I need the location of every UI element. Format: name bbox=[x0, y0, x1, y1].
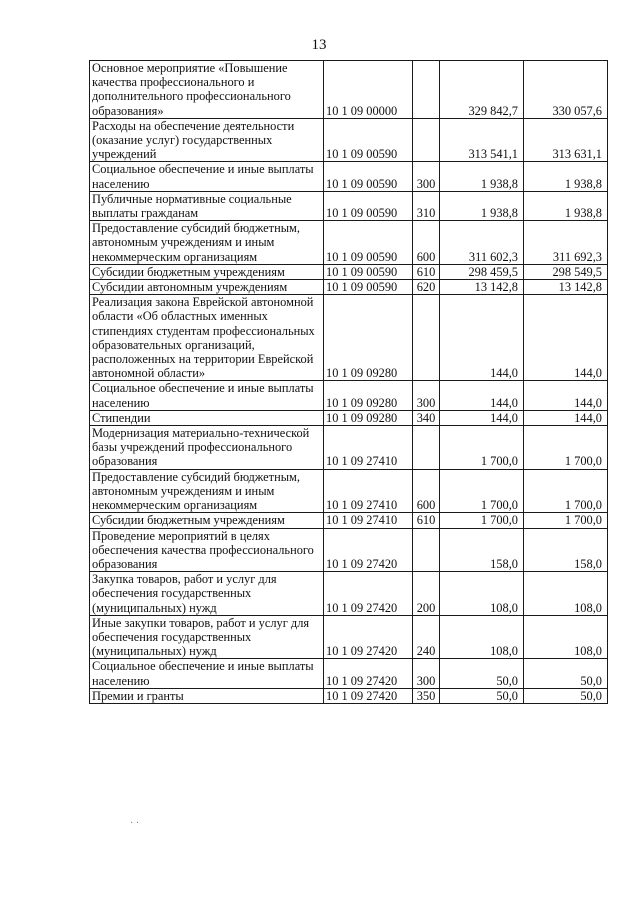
table-row bbox=[90, 264, 608, 279]
row-code: 10 1 09 00000 bbox=[324, 61, 413, 119]
row-code: 10 1 09 00590 bbox=[324, 221, 413, 265]
row-name: Социальное обеспечение и иные выплаты населению bbox=[90, 659, 324, 688]
row-code: 10 1 09 27420 bbox=[324, 659, 413, 688]
row-name: Расходы на обеспечение деятельности (оказание услуг) государственных учреждений bbox=[90, 118, 324, 162]
row-amount-year2: 50,0 bbox=[524, 659, 608, 688]
budget-table bbox=[89, 60, 608, 704]
row-name: Стипендии bbox=[90, 410, 324, 425]
row-code: 10 1 09 27420 bbox=[324, 688, 413, 703]
table-row bbox=[90, 221, 608, 265]
row-amount-year1: 144,0 bbox=[440, 410, 524, 425]
row-code: 10 1 09 00590 bbox=[324, 280, 413, 295]
row-amount-year2: 1 700,0 bbox=[524, 426, 608, 470]
row-code: 10 1 09 09280 bbox=[324, 295, 413, 381]
row-expense-type bbox=[413, 61, 440, 119]
row-name: Основное мероприятие «Повышение качества профессионального и дополнительного профессионального образования» bbox=[90, 61, 324, 119]
row-amount-year2: 1 700,0 bbox=[524, 469, 608, 513]
row-expense-type bbox=[413, 295, 440, 381]
row-amount-year1: 1 700,0 bbox=[440, 513, 524, 528]
row-name: Модернизация материально-технической базы учреждений профессионального образования bbox=[90, 426, 324, 470]
table-row bbox=[90, 280, 608, 295]
row-expense-type: 620 bbox=[413, 280, 440, 295]
row-amount-year2: 313 631,1 bbox=[524, 118, 608, 162]
table-row bbox=[90, 295, 608, 381]
row-amount-year1: 158,0 bbox=[440, 528, 524, 572]
row-code: 10 1 09 09280 bbox=[324, 410, 413, 425]
row-code: 10 1 09 00590 bbox=[324, 162, 413, 191]
row-amount-year2: 13 142,8 bbox=[524, 280, 608, 295]
table-row bbox=[90, 528, 608, 572]
row-amount-year2: 144,0 bbox=[524, 381, 608, 410]
table-row bbox=[90, 572, 608, 616]
table-row bbox=[90, 615, 608, 659]
table-row bbox=[90, 469, 608, 513]
row-amount-year1: 329 842,7 bbox=[440, 61, 524, 119]
row-name: Социальное обеспечение и иные выплаты населению bbox=[90, 162, 324, 191]
page-number: 13 bbox=[311, 37, 327, 53]
table-row bbox=[90, 162, 608, 191]
row-amount-year1: 313 541,1 bbox=[440, 118, 524, 162]
row-code: 10 1 09 27410 bbox=[324, 469, 413, 513]
table-row bbox=[90, 191, 608, 220]
row-amount-year1: 1 938,8 bbox=[440, 191, 524, 220]
row-amount-year2: 330 057,6 bbox=[524, 61, 608, 119]
row-amount-year2: 50,0 bbox=[524, 688, 608, 703]
row-expense-type: 600 bbox=[413, 221, 440, 265]
row-name: Субсидии бюджетным учреждениям bbox=[90, 513, 324, 528]
row-amount-year2: 108,0 bbox=[524, 615, 608, 659]
row-expense-type: 300 bbox=[413, 659, 440, 688]
row-name: Публичные нормативные социальные выплаты гражданам bbox=[90, 191, 324, 220]
table-row bbox=[90, 426, 608, 470]
row-code: 10 1 09 00590 bbox=[324, 191, 413, 220]
row-expense-type: 240 bbox=[413, 615, 440, 659]
row-expense-type bbox=[413, 426, 440, 470]
row-amount-year1: 13 142,8 bbox=[440, 280, 524, 295]
row-amount-year1: 1 700,0 bbox=[440, 426, 524, 470]
row-code: 10 1 09 09280 bbox=[324, 381, 413, 410]
table-row bbox=[90, 381, 608, 410]
row-amount-year2: 144,0 bbox=[524, 410, 608, 425]
row-amount-year2: 298 549,5 bbox=[524, 264, 608, 279]
row-name: Проведение мероприятий в целях обеспечения качества профессионального образования bbox=[90, 528, 324, 572]
row-name: Иные закупки товаров, работ и услуг для обеспечения государственных (муниципальных) нужд bbox=[90, 615, 324, 659]
row-code: 10 1 09 27410 bbox=[324, 426, 413, 470]
row-amount-year1: 108,0 bbox=[440, 572, 524, 616]
row-code: 10 1 09 27420 bbox=[324, 615, 413, 659]
row-amount-year2: 1 938,8 bbox=[524, 162, 608, 191]
row-name: Предоставление субсидий бюджетным, автономным учреждениям и иным некоммерческим организациям bbox=[90, 221, 324, 265]
row-name: Субсидии бюджетным учреждениям bbox=[90, 264, 324, 279]
row-amount-year2: 108,0 bbox=[524, 572, 608, 616]
row-code: 10 1 09 27420 bbox=[324, 572, 413, 616]
row-code: 10 1 09 27410 bbox=[324, 513, 413, 528]
row-amount-year1: 50,0 bbox=[440, 659, 524, 688]
row-expense-type: 310 bbox=[413, 191, 440, 220]
row-code: 10 1 09 00590 bbox=[324, 118, 413, 162]
row-expense-type bbox=[413, 118, 440, 162]
row-expense-type: 610 bbox=[413, 513, 440, 528]
row-name: Социальное обеспечение и иные выплаты населению bbox=[90, 381, 324, 410]
row-expense-type: 340 bbox=[413, 410, 440, 425]
row-code: 10 1 09 00590 bbox=[324, 264, 413, 279]
row-expense-type bbox=[413, 528, 440, 572]
row-expense-type: 600 bbox=[413, 469, 440, 513]
row-amount-year1: 50,0 bbox=[440, 688, 524, 703]
row-code: 10 1 09 27420 bbox=[324, 528, 413, 572]
row-amount-year1: 144,0 bbox=[440, 295, 524, 381]
row-amount-year2: 311 692,3 bbox=[524, 221, 608, 265]
row-expense-type: 610 bbox=[413, 264, 440, 279]
row-amount-year1: 298 459,5 bbox=[440, 264, 524, 279]
row-amount-year2: 1 700,0 bbox=[524, 513, 608, 528]
row-name: Закупка товаров, работ и услуг для обеспечения государственных (муниципальных) нужд bbox=[90, 572, 324, 616]
row-expense-type: 300 bbox=[413, 381, 440, 410]
row-amount-year1: 144,0 bbox=[440, 381, 524, 410]
table-row bbox=[90, 688, 608, 703]
table-row bbox=[90, 659, 608, 688]
table-row bbox=[90, 61, 608, 119]
row-expense-type: 350 bbox=[413, 688, 440, 703]
table-row bbox=[90, 410, 608, 425]
row-name: Предоставление субсидий бюджетным, автономным учреждениям и иным некоммерческим организациям bbox=[90, 469, 324, 513]
row-amount-year1: 108,0 bbox=[440, 615, 524, 659]
table-row bbox=[90, 118, 608, 162]
row-amount-year2: 1 938,8 bbox=[524, 191, 608, 220]
row-name: Премии и гранты bbox=[90, 688, 324, 703]
row-amount-year2: 158,0 bbox=[524, 528, 608, 572]
row-name: Реализация закона Еврейской автономной области «Об областных именных стипендиях студентам профессиональных образовательных организаций, расположенных на территории Еврейской автономной области» bbox=[90, 295, 324, 381]
scan-speckles: · · bbox=[130, 818, 140, 829]
row-amount-year1: 1 700,0 bbox=[440, 469, 524, 513]
row-amount-year1: 311 602,3 bbox=[440, 221, 524, 265]
row-expense-type: 300 bbox=[413, 162, 440, 191]
budget-table-body bbox=[90, 61, 608, 704]
row-name: Субсидии автономным учреждениям bbox=[90, 280, 324, 295]
row-amount-year1: 1 938,8 bbox=[440, 162, 524, 191]
table-row bbox=[90, 513, 608, 528]
row-amount-year2: 144,0 bbox=[524, 295, 608, 381]
row-expense-type: 200 bbox=[413, 572, 440, 616]
